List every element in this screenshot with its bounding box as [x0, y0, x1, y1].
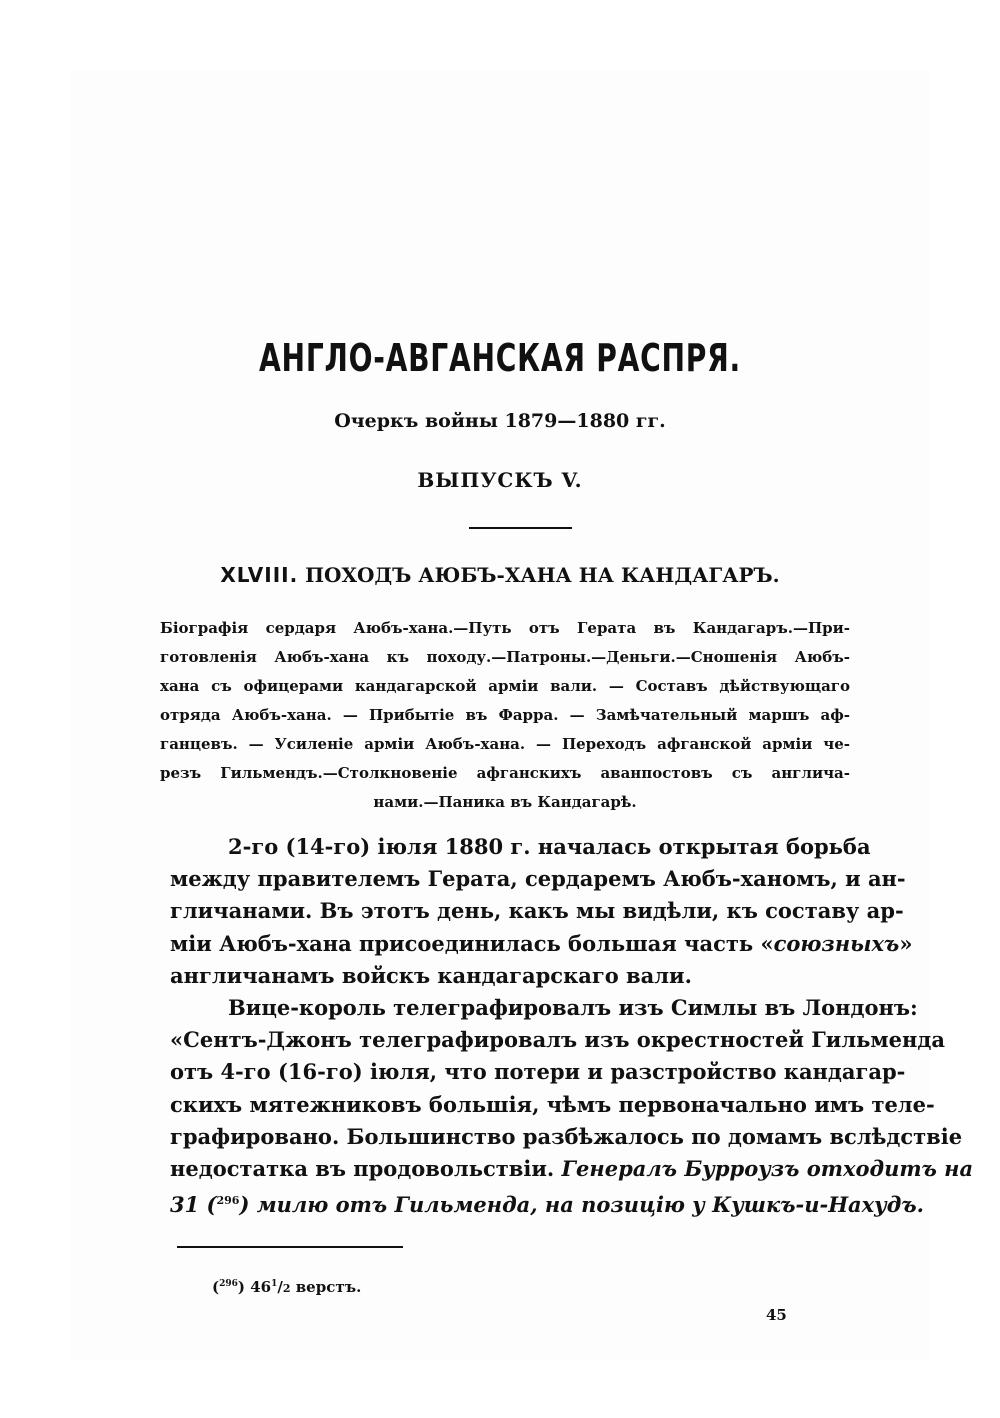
title-divider [469, 527, 572, 529]
book-title: АНГЛО-АВГАНСКАЯ РАСПРЯ. [259, 336, 741, 380]
paragraph-line: гличанами. Въ этотъ день, какъ мы видѣли, къ составу ар- [170, 898, 904, 924]
chapter-title: ПОХОДЪ АЮБЪ-ХАНА НА КАНДАГАРЪ. [305, 563, 780, 587]
paragraph-line: «Сентъ-Джонъ телеграфировалъ изъ окрестностей Гильменда [170, 1027, 945, 1053]
paragraph-line: Вице-король телеграфировалъ изъ Симлы въ Лондонъ: [228, 995, 918, 1021]
summary-line: нами.—Паника въ Кандагарѣ. [373, 793, 637, 811]
paragraph-line: міи Аюбъ-хана присоединилась большая часть «союзныхъ» [170, 930, 913, 956]
footnote-ref: 296 [216, 1194, 240, 1208]
footnote: ($^{296}$) $46^1/2$ верстъ. [212, 1278, 362, 1296]
paragraph-line: скихъ мятежниковъ большія, чѣмъ первоначально имъ теле- [170, 1091, 935, 1117]
page-number: 45 [766, 1306, 787, 1324]
book-subtitle: Очеркъ войны 1879—1880 гг. [334, 410, 666, 432]
chapter-heading [0, 563, 1000, 587]
summary-line: отряда Аюбъ-хана. — Прибытіе въ Фарра. — Замѣчательный маршъ аф- [160, 706, 850, 724]
paragraph-line: англичанамъ войскъ кандагарскаго вали. [170, 962, 692, 988]
paragraph-line: 31 ($^{296}$) милю отъ Гильменда, на позицію у Кушкъ-и-Нахудъ. [170, 1192, 924, 1218]
footnote-marker: 296 [219, 1279, 238, 1289]
paragraph-line: 2-го (14-го) іюля 1880 г. началась открытая борьба [228, 834, 871, 859]
summary-line: готовленія Аюбъ-хана къ походу.—Патроны.—Деньги.—Сношенія Аюбъ- [160, 648, 850, 666]
chapter-number: XLVIII. [220, 563, 299, 587]
summary-line: хана съ офицерами кандагарской арміи вали. — Составъ дѣйствующаго [160, 677, 850, 695]
paragraph-line: недостатка въ продовольствіи. Генералъ Бурроузъ отходитъ на [170, 1156, 974, 1182]
footnote-divider [177, 1246, 403, 1248]
italic-word: союзныхъ [773, 930, 900, 956]
issue-label: ВЫПУСКЪ V. [417, 468, 583, 492]
chapter-summary [160, 614, 850, 817]
italic-phrase: Генералъ Бурроузъ отходитъ на [561, 1156, 974, 1182]
paragraph-line: отъ 4-го (16-го) іюля, что потери и разстройство кандагар- [170, 1059, 906, 1085]
body-text [170, 831, 974, 1221]
paragraph-line: графировано. Большинство разбѣжалось по домамъ вслѣдствіе [170, 1123, 963, 1149]
paragraph-line: между правителемъ Герата, сердаремъ Аюбъ-ханомъ, и ан- [170, 866, 906, 892]
summary-line: Біографія сердаря Аюбъ-хана.—Путь отъ Герата въ Кандагаръ.—При- [160, 619, 850, 637]
summary-line: резъ Гильмендъ.—Столкновеніе афганскихъ аванпостовъ съ англича- [160, 764, 850, 782]
summary-line: ганцевъ. — Усиленіе арміи Аюбъ-хана. — Переходъ афганской арміи че- [160, 735, 850, 753]
